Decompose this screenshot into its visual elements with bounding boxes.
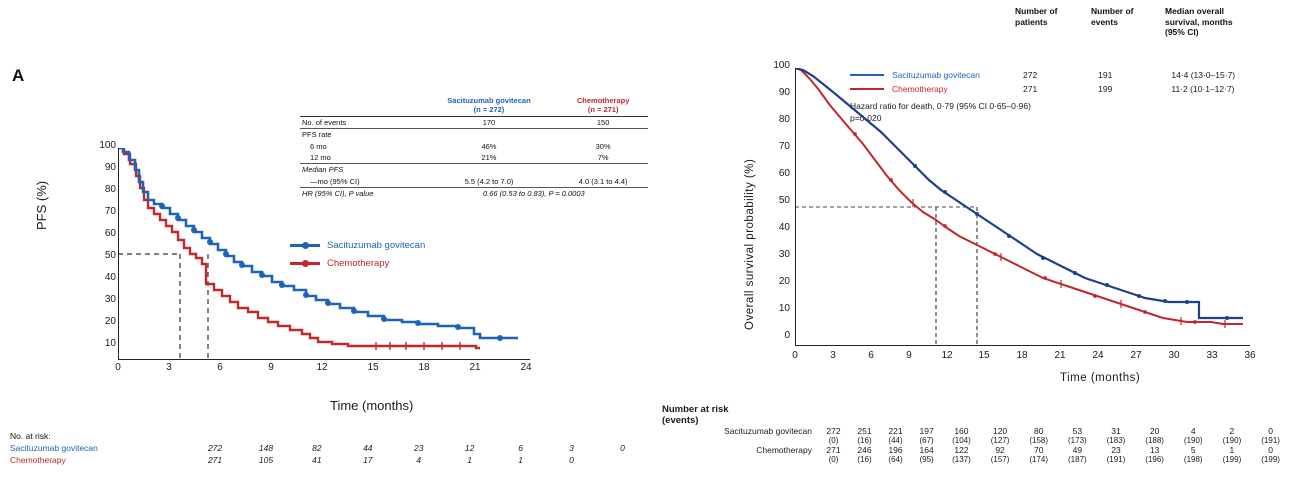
os-y-axis-label: Overall survival probability (%) — [744, 158, 756, 330]
pfs-legend-item-chemotherapy — [290, 258, 425, 269]
os-xtick: 9 — [906, 350, 912, 361]
os-xtick: 0 — [792, 350, 798, 361]
os-header-median: Median overall survival, months (95% CI) — [1165, 6, 1233, 38]
table-row — [300, 141, 648, 152]
table-row: Chemotherapy 271 105 41 17 4 1 1 0 — [10, 455, 574, 465]
os-value-patients: 272 — [1023, 70, 1038, 80]
os-xtick: 33 — [1206, 350, 1218, 361]
os-xtick: 30 — [1168, 350, 1180, 361]
os-risk-title: Number at risk — [662, 404, 729, 415]
table-row: (0) (16) (44) (67) (104) (127) (158) (173) (183) (188) (190) (190) (191) — [828, 436, 1280, 445]
pfs-row-value: 30% — [595, 141, 611, 151]
os-x-axis-label: Time (months) — [1060, 372, 1141, 384]
pfs-risk-row-label: Sacituzumab govitecan — [10, 443, 98, 453]
pfs-row-label: —mo (95% CI) — [310, 176, 360, 186]
os-xtick: 24 — [1092, 350, 1104, 361]
os-xtick: 3 — [830, 350, 836, 361]
pfs-number-at-risk-table — [8, 430, 648, 466]
pfs-xtick: 12 — [316, 362, 328, 373]
os-number-at-risk-table — [660, 404, 1290, 464]
os-summary-header — [1015, 6, 1290, 38]
os-ytick: 10 — [778, 303, 790, 314]
pfs-ytick: 20 — [104, 316, 116, 327]
os-y-ticks — [758, 60, 790, 356]
pfs-legend-item-sacituzumab — [290, 240, 425, 251]
table-row: Sacituzumab govitecan 272 251 221 197 160 120 80 53 31 20 4 2 0 — [660, 426, 1290, 436]
pfs-ytick: 90 — [104, 162, 116, 173]
table-row: Chemotherapy 271 246 196 164 122 92 70 49 23 13 5 1 0 — [660, 445, 1290, 455]
table-row — [300, 129, 648, 141]
os-risk-row-label: Chemotherapy — [756, 445, 812, 455]
pfs-row-label: No. of events — [302, 117, 347, 127]
os-legend-label: Chemotherapy — [892, 84, 948, 94]
table-row — [300, 116, 648, 128]
os-ytick: 50 — [778, 195, 790, 206]
pfs-ytick: 80 — [104, 184, 116, 195]
pfs-row-value: 46% — [481, 141, 497, 151]
pfs-xtick: 24 — [520, 362, 532, 373]
pfs-ytick: 60 — [104, 228, 116, 239]
pfs-row-value: 0.66 (0.53 to 0.83), P = 0.0003 — [483, 189, 585, 198]
os-header-patients: Number of patients — [1015, 6, 1058, 27]
os-xtick: 36 — [1244, 350, 1256, 361]
pfs-row-value: 5.5 (4.2 to 7.0) — [464, 176, 514, 186]
pfs-row-label: PFS rate — [302, 130, 332, 140]
pfs-ytick: 40 — [104, 272, 116, 283]
pfs-col-header-chemotherapy: Chemotherapy (n = 271) — [576, 96, 630, 115]
os-ytick: 80 — [778, 114, 790, 125]
os-value-events: 199 — [1098, 84, 1113, 94]
os-legend-label: Sacituzumab govitecan — [892, 70, 980, 80]
table-row — [300, 176, 648, 188]
pfs-legend — [290, 240, 425, 276]
pfs-xtick: 18 — [418, 362, 430, 373]
os-xtick: 18 — [1016, 350, 1028, 361]
os-value-median: 11·2 (10·1–12·7) — [1171, 84, 1235, 94]
table-row: Sacituzumab govitecan 272 148 82 44 23 12 6 3 0 — [10, 443, 625, 453]
pfs-xtick: 15 — [367, 362, 379, 373]
os-ytick: 20 — [778, 276, 790, 287]
table-row — [300, 164, 648, 176]
pfs-x-ticks — [100, 362, 550, 380]
pfs-risk-caption: No. at risk: — [10, 431, 51, 441]
line-swatch-icon — [290, 244, 320, 247]
os-plot-area — [795, 68, 1250, 346]
pfs-row-label: 6 mo — [310, 141, 327, 151]
os-xtick: 27 — [1130, 350, 1142, 361]
os-risk-row-label: Sacituzumab govitecan — [724, 426, 812, 436]
pfs-y-axis-label: PFS (%) — [34, 180, 49, 230]
table-row — [300, 188, 648, 200]
pfs-ytick: 30 — [104, 294, 116, 305]
os-xtick: 12 — [941, 350, 953, 361]
pfs-xtick: 9 — [268, 362, 274, 373]
pfs-statistics-table — [300, 95, 648, 199]
pfs-row-label: 12 mo — [310, 152, 331, 162]
pfs-ytick: 100 — [99, 140, 116, 151]
os-ytick: 30 — [778, 249, 790, 260]
os-ytick: 90 — [778, 87, 790, 98]
os-xtick: 15 — [978, 350, 990, 361]
os-value-patients: 271 — [1023, 84, 1038, 94]
panel-b-overall-survival — [660, 0, 1290, 492]
os-xtick: 6 — [868, 350, 874, 361]
os-header-events: Number of events — [1091, 6, 1134, 27]
pfs-row-value: 150 — [596, 117, 610, 127]
pfs-legend-label: Sacituzumab govitecan — [327, 240, 426, 251]
table-row — [300, 152, 648, 164]
os-ytick: 40 — [778, 222, 790, 233]
pfs-ytick: 10 — [104, 338, 116, 349]
pfs-row-value: 7% — [597, 152, 609, 162]
os-p-value: p=0·020 — [850, 113, 882, 124]
pfs-legend-label: Chemotherapy — [327, 258, 390, 269]
pfs-xtick: 3 — [166, 362, 172, 373]
pfs-row-value: 4.0 (3.1 to 4.4) — [578, 176, 628, 186]
pfs-risk-row-label: Chemotherapy — [10, 455, 66, 465]
os-ytick: 100 — [773, 60, 790, 71]
pfs-col-header-sacituzumab: Sacituzumab govitecan (n = 272) — [447, 96, 531, 115]
pfs-row-label: Median PFS — [302, 165, 344, 175]
pfs-ytick: 70 — [104, 206, 116, 217]
pfs-xtick: 0 — [115, 362, 121, 373]
pfs-xtick: 21 — [469, 362, 481, 373]
os-ytick: 70 — [778, 141, 790, 152]
pfs-x-axis-label: Time (months) — [330, 398, 414, 413]
pfs-row-label: HR (95% CI), P value — [302, 189, 374, 198]
os-value-median: 14·4 (13·0–15·7) — [1171, 70, 1236, 80]
os-ytick: 60 — [778, 168, 790, 179]
os-risk-subtitle: (events) — [662, 415, 699, 426]
pfs-row-value: 21% — [481, 152, 497, 162]
os-axes-frame — [795, 68, 1250, 346]
os-ytick: 0 — [784, 330, 790, 341]
os-hazard-ratio: Hazard ratio for death, 0·79 (95% CI 0·65–0·96) — [850, 101, 1031, 111]
pfs-ytick: 50 — [104, 250, 116, 261]
pfs-xtick: 6 — [217, 362, 223, 373]
os-xtick: 21 — [1054, 350, 1066, 361]
os-x-ticks — [780, 350, 1270, 368]
pfs-y-ticks — [86, 140, 116, 368]
line-swatch-icon — [290, 262, 320, 265]
panel-letter-a: A — [12, 66, 25, 85]
os-value-events: 191 — [1098, 70, 1113, 80]
pfs-row-value: 170 — [482, 117, 496, 127]
table-row: (0) (16) (64) (95) (137) (157) (174) (187) (191) (196) (198) (199) (199) — [828, 455, 1280, 464]
